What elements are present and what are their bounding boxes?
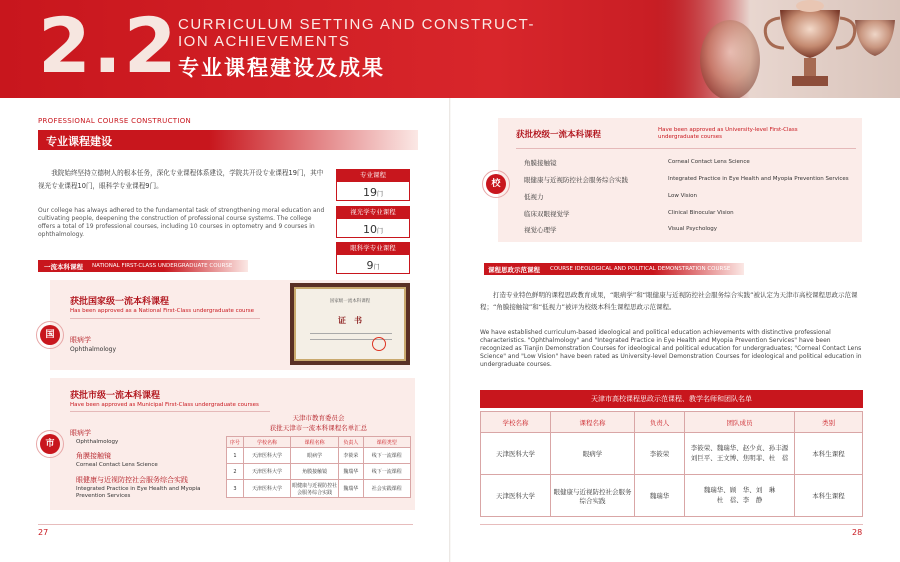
table-cell: 1 [227,448,244,464]
municipal-table [226,436,411,498]
table-header: 类别 [795,412,863,433]
footer-line [38,524,413,525]
section-cn-title: 专业课程建设 [46,135,112,148]
school-course-cn: 角膜接触镜 [524,159,557,167]
table-row [481,433,863,475]
national-course-en: Ophthalmology [70,346,117,353]
table-cell-course: 眼病学 [551,433,635,475]
table-cell: 天津医科大学 [243,448,290,464]
national-badge-icon: 国 [40,325,60,345]
stat-value: 19 [362,186,377,199]
table-row [227,464,411,480]
municipal-course-cn: 角膜接触镜 [76,452,111,460]
table-cell: 李筱荣 [339,448,363,464]
ideological-table [480,411,863,517]
certificate-title: 证 书 [338,316,362,325]
table-cell: 社会实践课程 [363,480,410,498]
table-row [227,480,411,498]
table-header: 序号 [227,437,244,448]
stat-value: 9 [366,259,374,272]
table-header: 课程名称 [291,437,339,448]
municipal-course-box [45,378,415,510]
members-line: 刘巨平、王文博、焦明菲、杜 蓓 [690,453,789,462]
table-cell: 天津医科大学 [243,480,290,498]
school-course-en: Low Vision [668,193,697,199]
stat-value-box [336,181,410,201]
divider [70,411,270,412]
table-cell-members [685,433,795,475]
stat-unit: 门 [376,191,383,198]
municipal-title-en: Have been approved as Municipal First-Class undergraduate courses [70,402,259,408]
national-title-cn: 获批国家级一流本科课程 [70,297,170,307]
table-cell-members [685,475,795,517]
table-cell-type: 本科生课程 [795,475,863,517]
table-header: 学校名称 [243,437,290,448]
table-cell: 3 [227,480,244,498]
table-cell-course: 眼健康与近视防控社会服务综合实践 [551,475,635,517]
stat-unit: 门 [376,228,383,235]
table-header: 负责人 [635,412,685,433]
right-table-title: 天津市高校课程思政示范课程、教学名师和团队名单 [480,390,863,408]
stat-value: 10 [362,223,377,236]
ideological-bar-en: COURSE IDEOLOGICAL AND POLITICAL DEMONSTRATION COURSE [550,266,731,272]
municipal-course-cn: 眼健康与近视防控社会服务综合实践 [76,476,188,484]
table-header-row [481,412,863,433]
table-cell-school: 天津医科大学 [481,433,551,475]
first-class-bar [38,260,248,272]
ideological-bar-cn: 课程思政示范课程 [488,266,540,274]
table-header-row [227,437,411,448]
stat-label: 眼科学专业课程 [336,242,410,254]
table-cell: 眼健康与近视防控社会服务综合实践 [291,480,339,498]
chapter-number: 2.2 [38,1,179,90]
table-cell-type: 本科生课程 [795,433,863,475]
members-line: 魏瑞华、顾 华、刘 琳 [703,485,776,494]
first-class-bar-cn: 一流本科课程 [44,263,83,271]
stat-value-box [336,218,410,238]
school-course-en: Clinical Binocular Vision [668,210,734,216]
school-course-cn: 低视力 [524,193,544,201]
certificate-heading: 国家级一流本科课程 [329,299,371,304]
school-course-cn: 视觉心理学 [524,226,557,234]
school-title-cn: 获批校级一流本科课程 [516,130,602,140]
municipal-course-en: Corneal Contact Lens Science [76,462,158,468]
table-cell-lead: 李筱荣 [635,433,685,475]
title-en-line2: ION ACHIEVEMENTS [178,33,351,50]
ideological-cn: 打造专业特色鲜明的课程思政教育成果，“眼病学”和“眼健康与近视防控社会服务综合实践”被认定为天津市高校课程思政示范课程；“角膜接触镜”和“低视力”被评为校级本科生课程思政示范课程。 [480,291,858,312]
section-cn-bar [38,130,418,150]
school-course-en: Integrated Practice in Eye Health and Myopia Prevention Services [668,176,849,182]
divider [70,318,260,319]
footer-line [480,524,863,525]
table-cell: 角膜接触镜 [291,464,339,480]
table-cell-lead: 魏瑞华 [635,475,685,517]
table-cell: 魏瑞华 [339,480,363,498]
stat-value-box [336,254,410,274]
school-course-en: Visual Psychology [668,226,718,232]
municipal-course-cn: 眼病学 [70,429,91,437]
municipal-title-cn: 获批市级一流本科课程 [70,391,161,401]
page-divider [449,98,451,562]
page-number-right: 28 [852,528,863,537]
certificate-line [310,333,392,334]
table-row [481,475,863,517]
municipal-course-en: Integrated Practice in Eye Health and Myopia Prevention Services [76,486,201,500]
page-number-left: 27 [38,528,49,537]
table-cell: 眼病学 [291,448,339,464]
certificate-seal-icon [372,337,386,351]
ideological-bar [484,263,744,275]
certificate-image [290,283,410,365]
title-en-line1: CURRICULUM SETTING AND CONSTRUCT- [178,16,536,33]
municipal-badge-icon: 市 [40,434,60,454]
table-cell: 线下一流课程 [363,464,410,480]
table-row [227,448,411,464]
ideological-en: We have established curriculum-based ideological and political education achievements with distinctive professional characteristics. "Ophthalmology" and "Integrated Practice in Eye Health and Myopia Prevention Services" have been recognized as Tianjin Demonstration Courses for ideological and political education for undergraduates; "Corneal Contact Lens Science" and "Low Vision" have been rated as University-level Demonstration Courses for ideological and political education in undergraduate courses. [480,329,862,369]
intro-en: Our college has always adhered to the fundamental task of strengthening moral education and cultivating people, deepening the construction of professional course systems. The college offers a total of 19 professional courses, including 10 courses in optometry and 9 courses in ophthalmology. [38,207,325,239]
table-header: 学校名称 [481,412,551,433]
table-header: 课程类型 [363,437,410,448]
national-title-en: Has been approved as a National First-Class undergraduate course [70,308,255,314]
table-cell: 线下一流课程 [363,448,410,464]
stat-label: 视光学专业课程 [336,206,410,218]
table-cell: 2 [227,464,244,480]
divider [516,148,856,149]
trophy-image [650,0,900,98]
title-cn: 专业课程建设及成果 [178,56,385,80]
national-course-cn: 眼病学 [70,336,91,344]
stat-unit: 门 [373,264,380,271]
school-course-box [491,118,862,242]
table-cell-school: 天津医科大学 [481,475,551,517]
table-header: 负责人 [339,437,363,448]
first-class-bar-en: NATIONAL FIRST-CLASS UNDERGRADUATE COURSE [92,263,233,269]
intro-cn: 我院始终坚持立德树人的根本任务，深化专业课程体系建设，学院共开设专业课程19门，其中视光专业课程10门，眼科学专业课程9门。 [38,169,324,190]
school-course-cn: 眼健康与近视防控社会服务综合实践 [524,176,628,184]
school-title-en: Have been approved as University-level First-Class undergraduate courses [658,127,798,141]
municipal-course-en: Ophthalmology [76,439,119,445]
members-line: 李筱荣、魏瑞华、赵少贞、孙丰源 [690,443,789,452]
municipal-table-title2: 获批天津市一流本科课程名单汇总 [269,424,368,432]
members-line: 杜 蓓、李 静 [716,495,763,504]
stat-label: 专业课程 [336,169,410,181]
table-header: 团队成员 [685,412,795,433]
municipal-table-title1: 天津市教育委员会 [292,414,345,422]
table-cell: 天津医科大学 [243,464,290,480]
school-course-en: Corneal Contact Lens Science [668,159,750,165]
section-en-label: PROFESSIONAL COURSE CONSTRUCTION [38,117,192,125]
table-cell: 魏瑞华 [339,464,363,480]
header-banner [0,0,900,98]
table-header: 课程名称 [551,412,635,433]
school-badge-icon: 校 [486,174,506,194]
school-course-cn: 临床双眼视觉学 [524,210,570,218]
